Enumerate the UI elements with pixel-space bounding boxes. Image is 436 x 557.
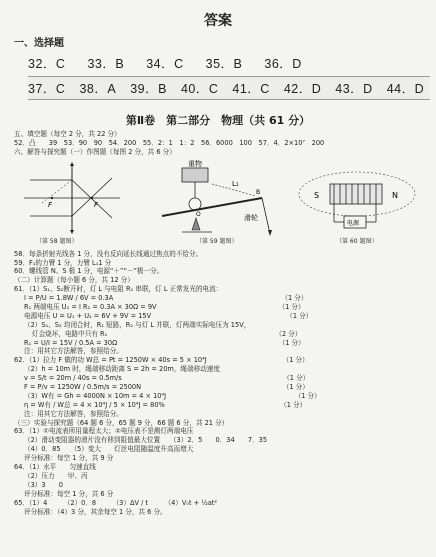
fig-label-n: N [392,190,398,200]
page-title: 答案 [204,13,232,29]
text-line: 灯会烧坏，电路中只有 R₁ （2 分） [32,329,302,338]
answer-item: 33．B [87,57,125,71]
fig58-caption: （第 58 题图） [36,237,78,245]
answer-row-1 [28,54,430,72]
answer-item: 41．C [232,82,270,96]
text-line: 注：用其它方法解答，参照给分。 [24,409,123,418]
text-line: I = P/U = 1.8W / 6V = 0.3A （1 分） [24,294,308,303]
text-line: R₁ = U/I = 15V / 0.5A = 30Ω （1 分） [24,338,305,347]
text-line: 59．F₁的力臂 1 分，力臂 L₁1 分 [14,258,112,267]
text-line: （2）压力 甲、丙 [24,471,88,480]
text-line: 评分标准：（4）3 分，其余每空 1 分，共 6 分。 [24,507,167,516]
text-line: （2）滑动变阻器的滑片没有移到阻值最大位置 （3）2．5 0．34 7．35 [24,436,268,445]
text-line: 评分标准：每空 1 分，共 6 分 [24,489,114,498]
text-line: v = S/t = 20m / 40s = 0.5m/s （1 分） [24,374,310,383]
text-line: η = W有 / W总 = 4 × 10⁴J / 5 × 10⁴J = 80% （1 分） [24,400,307,409]
answer-item: 36．D [264,57,302,71]
answer-row-2 [28,76,430,100]
text-line: 六、解答与探究题（一）作图题（每图 2 分，共 6 分） [14,147,176,156]
text-line: F = P/v = 1250W / 0.5m/s = 2500N （1 分） [24,383,309,392]
text-line: 58．每条折射光线各 1 分，没有反向延长线通过焦点的不给分。 [14,249,203,258]
text-line: 电源电压 U = U₁ + U₂ = 6V + 9V = 15V （1 分） [24,311,313,320]
answer-item: 37．C [28,82,66,96]
lens-ray-diagram [22,158,122,238]
lever-pulley-diagram [152,158,282,240]
answer-item: 40．C [180,82,219,96]
fig-label-s: S [314,190,320,200]
fig-label-pulley: 滑轮 [244,213,258,222]
fig59-caption: （第 59 题图） [196,237,238,245]
text-line: R₁ 两端电压 U₁ = I R₁ = 0.3A × 30Ω = 9V （1 分） [24,303,305,312]
fig-label-weight: 重物 [188,159,202,168]
section-choice-heading: 一、选择题 [14,38,64,49]
text-line: 评分标准：每空 1 分，共 9 分 [24,454,114,463]
text-line: （3）3 0 [24,480,63,489]
text-line: （3）W有 = Gh = 4000N × 10m = 4 × 10⁴J （1 分） [24,391,321,400]
text-line: （2）S₁、S₂ 均闭合时，R₁ 短路，R₂ 与灯 L 并联，灯两端实际电压为 15V， [24,320,251,329]
answer-item: 38．A [79,82,117,96]
text-line: 64．（1）水平 匀速直线 [14,463,96,472]
answer-item: 32．C [28,57,66,71]
answer-body [14,130,430,516]
text-line: 五、填空题（每空 2 分，共 22 分） [14,130,121,138]
answer-item: 44．D [386,82,425,96]
text-line: （2）h = 10m 时，绳端移动距离 S = 2h = 20m，绳端移动速度 [24,365,220,374]
part2-title: 第Ⅱ卷 第二部分 物理（共 61 分） [125,114,311,127]
answer-item: 35．B [205,57,243,71]
answer-item: 42．D [283,82,322,96]
text-line: （二）计算题（每小题 6 分，共 12 分） [14,276,134,285]
answer-item: 34．C [146,57,184,71]
fig-label-b: B [256,188,261,196]
fig-label-power: 电源 [347,219,360,227]
text-line: 63．（1）①电流表所用量程太大；②电压表不是测灯两端电压 [14,427,194,436]
answer-item: 39．B [130,82,167,96]
text-line: 60．螺线管 N、S 极 1 分，电源“＋”“－”极一分。 [14,267,164,276]
text-line: （4）0．85 （5）变大 灯丝电阻随温度升高而增大 [24,445,194,454]
fig-label-f: F [48,200,53,209]
text-line: 61．（1）S₁、S₂断开时，灯 L 与电阻 R₁ 串联，灯 L 正常发光的电流： [14,285,223,294]
answer-item: 43．D [335,82,373,96]
fig-label-l1: L₁ [232,179,239,188]
text-line: 65．（1）4 （2）0．8 （3）ΔV / t （4）V₀t + ½at² [14,498,217,507]
solenoid-diagram [292,158,422,240]
fig-label-o: O [196,210,201,218]
text-line: （三）实验与探究题（64 题 6 分，65 题 9 分，66 题 6 分，共 21 分） [14,418,229,427]
text-line: 62．（1）拉力 F 做的功 W总 = Pt = 1250W × 40s = 5 × 10⁴J （1 分） [14,356,309,365]
text-line: 注：用其它方法解答，参照给分。 [24,347,123,356]
fig-label-f: F [94,200,99,209]
figure-strip [14,158,430,248]
text-line: 52．凸 39 53．90 90 54．200 55．2：1 1：2 56．6000 100 57．4．2×10⁷ 200 [14,138,325,147]
fig60-caption: （第 60 题图） [336,237,378,245]
